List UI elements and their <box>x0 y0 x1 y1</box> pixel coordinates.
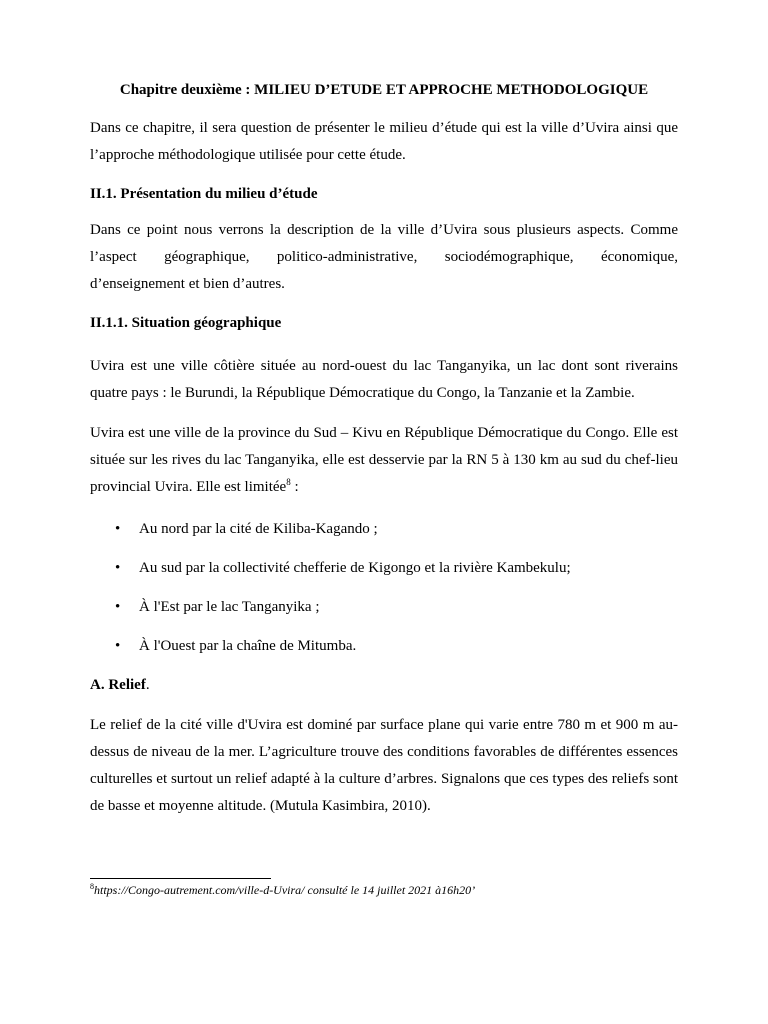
footnote-separator <box>90 878 271 879</box>
geographic-paragraph-2-end: : <box>290 479 299 495</box>
footnote-number: 8 <box>90 882 94 891</box>
presentation-paragraph: Dans ce point nous verrons la description de la ville d’Uvira sous plusieurs aspects. Comme l’aspect géographique, politico-administrative, sociodémographique, économique, d’enseignement et bien d’autres. <box>90 222 678 292</box>
list-item-text: Au nord par la cité de Kiliba-Kagando ; <box>139 521 378 537</box>
document-page <box>90 78 678 820</box>
relief-heading-text: A. Relief <box>90 677 146 693</box>
list-item-text: À l'Est par le lac Tanganyika ; <box>139 599 320 615</box>
relief-paragraph: Le relief de la cité ville d'Uvira est dominé par surface plane qui varie entre 780 m et 900 m au-dessus de niveau de la mer. L’agriculture trouve des conditions favorables de différentes essences culturelles et surtout un relief adapté à la culture d’arbres. Signalons que ces types des reliefs sont de basse et moyenne altitude. (Mutula Kasimbira, 2010). <box>90 717 678 814</box>
bullet-icon: • <box>115 521 121 537</box>
geographic-paragraph-2-text: Uvira est une ville de la province du Sud – Kivu en République Démocratique du Congo. Elle est située sur les rives du lac Tanganyika, elle est desservie par la RN 5 à 130 km au sud du chef-lieu provincial Uvira. Elle est limitée <box>90 425 678 495</box>
bullet-icon: • <box>115 638 121 654</box>
limits-list <box>90 517 678 658</box>
geographic-paragraph-2 <box>90 420 678 501</box>
chapter-title: Chapitre deuxième : MILIEU D’ETUDE ET APPROCHE METHODOLOGIQUE <box>119 82 649 98</box>
section-heading-geographic: II.1.1. Situation géographique <box>90 315 282 331</box>
list-item-text: Au sud par la collectivité chefferie de Kigongo et la rivière Kambekulu; <box>139 560 571 576</box>
bullet-icon: • <box>115 599 121 615</box>
section-heading-presentation: II.1. Présentation du milieu d’étude <box>90 186 318 202</box>
geographic-paragraph-1: Uvira est une ville côtière située au nord-ouest du lac Tanganyika, un lac dont sont riverains quatre pays : le Burundi, la République Démocratique du Congo, la Tanzanie et la Zambie. <box>90 358 678 401</box>
footnote-link[interactable]: https://Congo-autrement.com/ville-d-Uvira/ consulté le 14 juillet 2021 à16h20’ <box>94 883 476 897</box>
intro-paragraph: Dans ce chapitre, il sera question de présenter le milieu d’étude qui est la ville d’Uvira ainsi que l’approche méthodologique utilisée pour cette étude. <box>90 120 678 163</box>
relief-heading-punct: . <box>145 677 150 693</box>
list-item <box>90 595 678 619</box>
list-item <box>90 556 678 580</box>
list-item <box>90 517 678 541</box>
footnote <box>90 882 475 898</box>
list-item <box>90 634 678 658</box>
bullet-icon: • <box>115 560 121 576</box>
list-item-text: À l'Ouest par la chaîne de Mitumba. <box>139 638 357 654</box>
relief-heading <box>90 673 678 697</box>
footnote-reference[interactable]: 8 <box>286 477 291 487</box>
